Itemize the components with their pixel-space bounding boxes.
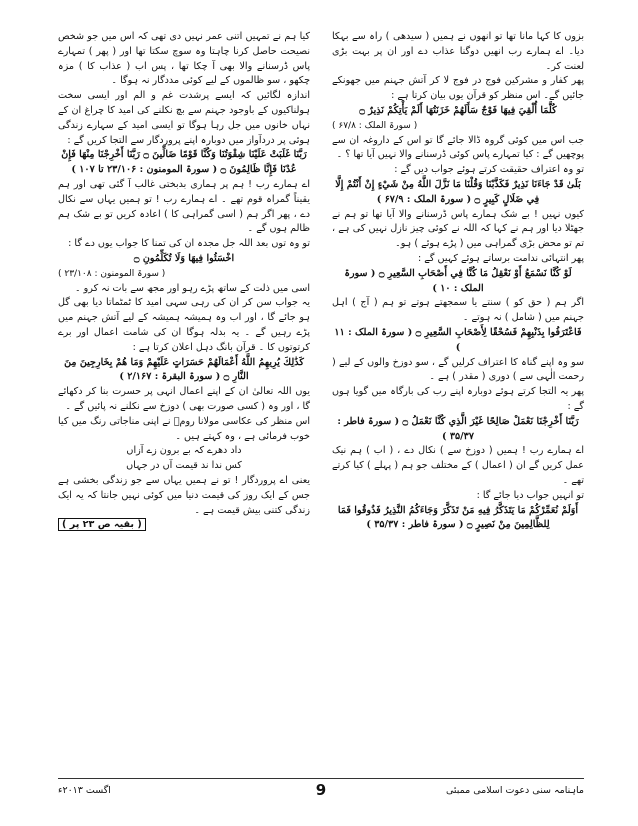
quran-verse: كُلَّمَا أُلْقِيَ فِيهَا فَوْجٌ سَأَلَهُمْ خَزَنَتُهَا أَلَمْ يَأْتِكُمْ نَذِيرٌ ۝ xyxy=(359,104,557,116)
paragraph: اندازہ لگائیں کہ ایسے پرشدت غم و الم اور ایسی سخت ہولناکیوں کے باوجود جہنم سے بچ نکلنے کی امید کا چراغ ان کے نہاں خانوں میں جل رہا ہوگا تو ایسی امید کے سہارے زندگی ہوئی پر دردآواز میں دوبارہ اپنے پروردگار سے التجا کریں گے : xyxy=(58,90,310,146)
page-footer xyxy=(58,778,584,805)
page-number: 9 xyxy=(315,781,327,799)
publication-name: ماہنامہ سنی دعوت اسلامی ممبئی xyxy=(445,785,584,796)
continued-note xyxy=(58,518,310,533)
paragraph: بزوں کا کہا مانا تھا تو انھوں نے ہمیں ( سیدھی ) راہ سے بہکا دیا۔ اے ہمارے رب انھیں دوگنا عذاب دے اور ان پر بہت بڑی لعنت کر۔ xyxy=(332,31,584,72)
paragraph: پھر یہ التجا کرتے ہوئے دوبارہ اپنے رب کی بارگاہ میں گویا ہوں گے : xyxy=(332,386,584,412)
quran-verse: فَاعْتَرَفُوا بِذَنْبِهِمْ فَسُحْقًا لِأَصْحَابِ السَّعِيرِ ۝ ( سورۃ الملک : ۱۱ ) xyxy=(334,326,582,353)
paragraph: اسی میں ذلت کے ساتھ پڑے رہو اور مجھ سے بات نہ کرو ۔ xyxy=(75,282,310,294)
paragraph: پھر کفار و مشرکین فوج در فوج لا کر آتش جہنم میں جھونکے جائیں گے۔ اس منظر کو قرآن یوں بیان کرتا ہے : xyxy=(332,75,584,102)
quran-verse: اخْسَئُوا فِيهَا وَلَا تُكَلِّمُونِ ۝ xyxy=(133,252,235,264)
quran-verse: كَذَٰلِكَ يُرِيهِمُ اللَّهُ أَعْمَالَهُمْ حَسَرَاتٍ عَلَيْهِمْ وَمَا هُمْ بِخَارِجِينَ مِنَ النَّارِ ۝ ( سورۃ البقرۃ : ۲/۱۶۷ ) xyxy=(64,356,304,383)
paragraph: اس منظر کی عکاسی مولانا رومؒ نے اپنی مناجاتی رنگ میں کیا خوب فرمائی ہے ، وہ کہتے ہیں ۔ xyxy=(58,415,310,442)
continued-label: ( بقیہ ص ۲۳ پر ) xyxy=(58,518,146,531)
left-column xyxy=(58,30,310,533)
paragraph: اگر ہم ( حق کو ) سنتے یا سمجھتے ہوتے تو ہم ( آج ) اہل جہنم میں ( شامل ) نہ ہوتے ۔ xyxy=(332,297,584,324)
paragraph: تو وہ اعتراف حقیقت کرتے ہوئے جواب دیں گے : xyxy=(394,164,584,176)
issue-date: اگست ۲۰۱۳ء xyxy=(58,785,111,796)
quran-verse: رَبَّنَا غَلَبَتْ عَلَيْنَا شِقْوَتُنَا وَكُنَّا قَوْمًا ضَالِّينَ ۝ رَبَّنَا أَخْرِجْنَا مِنْهَا فَإِنْ عُدْنَا فَإِنَّا ظَالِمُونَ ۝ ( سورۃ المومنون : ۲۳/۱۰۶ تا ۱۰۷ ) xyxy=(61,149,307,176)
verse-reference: ( سورۃ الملک : ۶۷/۸ ) xyxy=(332,120,418,131)
quran-verse: أَوَلَمْ نُعَمِّرْكُمْ مَا يَتَذَكَّرُ فِيهِ مَنْ تَذَكَّرَ وَجَاءَكُمُ النَّذِيرُ فَذُوقُوا فَمَا لِلظَّالِمِينَ مِنْ نَصِيرٍ ۝ ( سورۃ فاطر : ۳۵/۳۷ ) xyxy=(337,504,579,531)
paragraph: یوں اللہ تعالیٰ ان کے اپنے اعمال انہی پر حسرت بنا کر دکھائے گا ، اور وہ ( کسی صورت بھی ) دوزخ سے نکلنے نہ پائیں گے ۔ xyxy=(58,386,310,412)
quran-verse: بَلَىٰ قَدْ جَاءَنَا نَذِيرٌ فَكَذَّبْنَا وَقُلْنَا مَا نَزَّلَ اللَّهُ مِنْ شَيْءٍ إِنْ أَنْتُمْ إِلَّا فِي ضَلَالٍ كَبِيرٍ ۝ ( سورۃ الملک : ۶۷/۹ ) xyxy=(335,178,581,205)
quran-verse: رَبَّنَا أَخْرِجْنَا نَعْمَلْ صَالِحًا غَيْرَ الَّذِي كُنَّا نَعْمَلُ ۝ ( سورۃ فاطر : ۳۵/۳۷ ) xyxy=(337,415,579,442)
paragraph: تو انہیں جواب دیا جائے گا : xyxy=(476,489,584,501)
poetry-line: کس ندا ند قیمت آں در جہاں xyxy=(126,460,242,472)
paragraph: سو وہ اپنے گناہ کا اعتراف کرلیں گے ، سو دوزخ والوں کے لیے ( رحمت الٰہی سے ) دوری ( مقدر ) ہے ۔ xyxy=(332,356,584,383)
verse-reference: ( سورۃ المومنون : ۲۳/۱۰۸ ) xyxy=(58,268,166,279)
quran-verse: لَوْ كُنَّا نَسْمَعُ أَوْ نَعْقِلُ مَا كُنَّا فِي أَصْحَابِ السَّعِيرِ ۝ ( سورۃ الملک : ۱۰ ) xyxy=(344,267,572,294)
paragraph: پھر انتہائی ندامت برساتے ہوئے کہیں گے : xyxy=(418,252,584,264)
paragraph: اے ہمارے رب ! ہمیں ( دوزخ سے ) نکال دے ، ( اب ) ہم نیک عمل کریں گے ان ( اعمال ) کے مختلف جو ہم ( پہلے ) کیا کرتے تھے ۔ xyxy=(332,445,584,486)
right-column xyxy=(332,30,584,533)
paragraph: اے ہمارے رب ! ہم پر ہماری بدبختی غالب آ گئی تھی اور ہم یقیناً گمراہ قوم تھے ۔ اے ہمارے رب ! تو ہمیں یہاں سے نکال دے ، پھر اگر ہم ( اسی گمراہی کا ) اعادہ کریں تو بے شک ہم ظالم ہوں گے ۔ xyxy=(58,178,310,235)
paragraph: تو وہ توں بعد اللہ جل مجدہ ان کی تمنا کا جواب یوں دے گا : xyxy=(68,238,310,250)
paragraph: جب اس میں کوئی گروہ ڈالا جائے گا تو اس کے داروغہ ان سے پوچھیں گے : کیا تمہارے پاس کوئی ڈرسنانے والا نہیں آیا تھا ؟ ۔ xyxy=(332,134,584,161)
paragraph: یعنی اے پروردگار ! تو نے ہمیں یہاں سے جو زندگی بخشی ہے جس کے ایک روز کی قیمت دنیا میں کوئی نہیں جانتا کہ یہ ایک زندگی کتنی بیش قیمت ہے ۔ xyxy=(58,474,310,516)
page-body xyxy=(58,30,584,790)
paragraph: کیوں نہیں ! بے شک ہمارے پاس ڈرسنانے والا آیا تھا تو ہم نے جھٹلا دیا اور ہم نے کہا کہ اللہ نے کوئی چیز نازل نہیں کی ہے ، تم تو محض بڑی گمراہی میں ( پڑے ہوئے ) ہو۔ xyxy=(332,208,584,250)
paragraph: یہ جواب سن کر ان کی رہی سہی امید کا ٹمٹماتا دیا بھی گل ہو جائے گا ، اور اب وہ ہمیشہ ہمیشہ کے لیے آتش جہنم میں پڑے رہیں گے ۔ یہ بدلہ ہوگا ان کی شامت اعمال اور برے کرتوتوں کا ۔ قرآن بانگ دہل اعلان کرتا ہے : xyxy=(58,297,310,353)
poetry-line: داد دھرے کہ بے برون زے آزاں xyxy=(126,445,242,457)
paragraph: کیا ہم نے تمہیں اتنی عمر نہیں دی تھی کہ اس میں جو شخص نصیحت حاصل کرنا چاہتا وہ سوچ سکتا تھا اور ( پھر ) تمہارے پاس ڈرسنانے والا بھی آ چکا تھا ، پس اب ( عذاب کا ) مزہ چکھو ، سو ظالموں کے لیے کوئی مددگار نہ ہوگا ۔ xyxy=(58,31,310,87)
